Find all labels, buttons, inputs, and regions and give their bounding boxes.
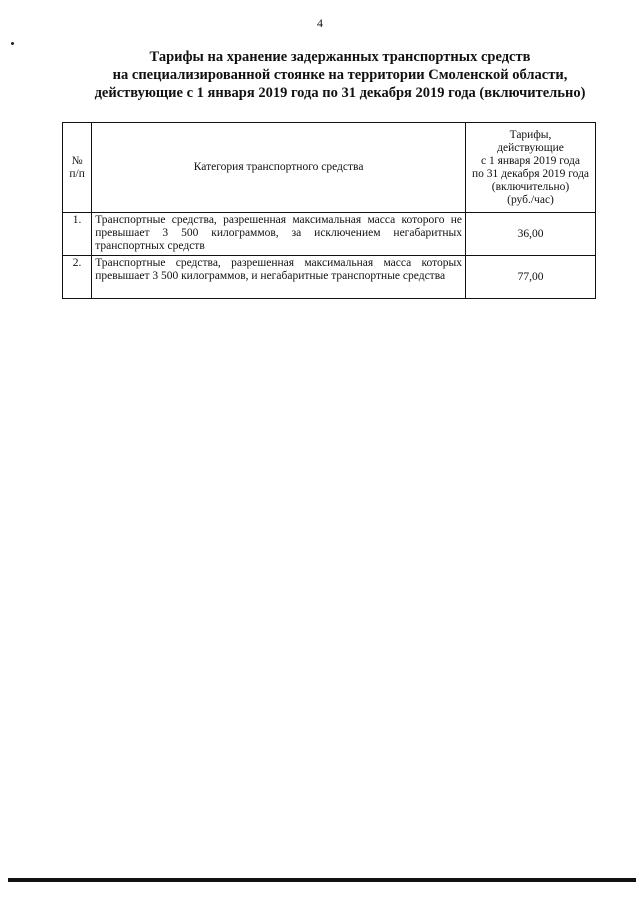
header-price-line: (включительно) [491,180,570,193]
header-number [63,123,92,213]
tariffs-table [62,122,596,299]
header-price-line: Тарифы, [509,128,552,141]
row-category: Транспортные средства, разрешенная максимальная масса которых превышает 3 500 килограммов, и негабаритные транспортные средства [92,256,466,299]
header-price-line: по 31 декабря 2019 года [471,167,590,180]
row-number: 1. [63,213,92,256]
header-price-line: действующие [497,141,564,154]
table-row [63,256,596,299]
row-number: 2. [63,256,92,299]
table-row [63,213,596,256]
table-header-row [63,123,596,213]
header-number-line: п/п [69,167,85,180]
scan-speck [11,42,14,45]
row-category: Транспортные средства, разрешенная максимальная масса которого не превышает 3 500 килограммов, за исключением негабаритных транспортных средств [92,213,466,256]
title-line-1: Тарифы на хранение задержанных транспортных средств [149,49,531,65]
page-number: 4 [317,16,323,30]
title-line-3: действующие с 1 января 2019 года по 31 декабря 2019 года (включительно) [94,85,586,101]
header-category: Категория транспортного средства [92,123,466,213]
document-title [40,48,640,102]
header-price [466,123,596,213]
title-line-2: на специализированной стоянке на территории Смоленской области, [112,67,568,83]
row-price: 36,00 [466,213,596,256]
header-number-line: № [71,154,83,167]
header-price-line: (руб./час) [507,193,554,206]
header-price-line: с 1 января 2019 года [480,154,581,167]
scan-bottom-bar [8,878,636,882]
row-price: 77,00 [466,256,596,299]
